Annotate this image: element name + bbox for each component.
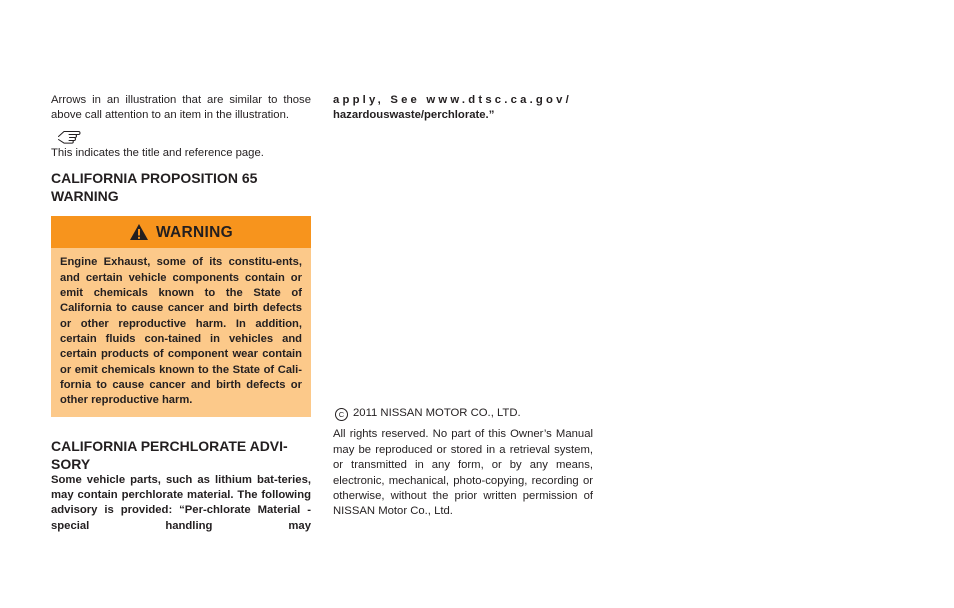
right-column [333,93,593,553]
reference-note: This indicates the title and reference page. [51,146,264,159]
perchlorate-heading: CALIFORNIA PERCHLORATE ADVI-SORY [51,437,288,472]
perchlorate-url-line: apply, See www.dtsc.ca.gov/ [333,94,572,106]
warning-header [51,216,311,248]
warning-triangle-icon [129,223,149,241]
perchlorate-url-line-2: hazardouswaste/perchlorate.” [333,109,495,122]
pointing-hand-icon [57,129,81,145]
perchlorate-paragraph: Some vehicle parts, such as lithium bat-teries, may contain perchlorate material. The following advisory is provided: “Per-chlorate Material - special handling may [51,473,311,532]
copyright-text: 2011 NISSAN MOTOR CO., LTD. [353,407,521,419]
warning-text: Engine Exhaust, some of its constitu-ents, and certain vehicle components contain or emit chemicals known to the State of California to cause cancer and birth defects or other reproductive harm. In addition, certain fluids con-tained in vehicles and certain products of component wear contain or emit chemicals known to the State of Cali-fornia to cause cancer and birth defects or other reproductive harm. [60,256,302,407]
prop65-heading: CALIFORNIA PROPOSITION 65 WARNING [51,170,258,205]
copyright-line [333,406,593,421]
warning-box [51,216,311,416]
rights-paragraph: All rights reserved. No part of this Owner’s Manual may be reproduced or stored in a retrieval system, or transmitted in any form, or by any means, electronic, mechanical, photo-copying, recording or otherwise, without the prior written permission of NISSAN Motor Co., Ltd. [333,428,593,518]
left-column [51,93,311,534]
intro-paragraph: Arrows in an illustration that are similar to those above call attention to an item in the illustration. [51,94,311,122]
warning-label: WARNING [155,223,233,241]
copyright-block [333,406,593,520]
copyright-icon: C [335,408,348,421]
